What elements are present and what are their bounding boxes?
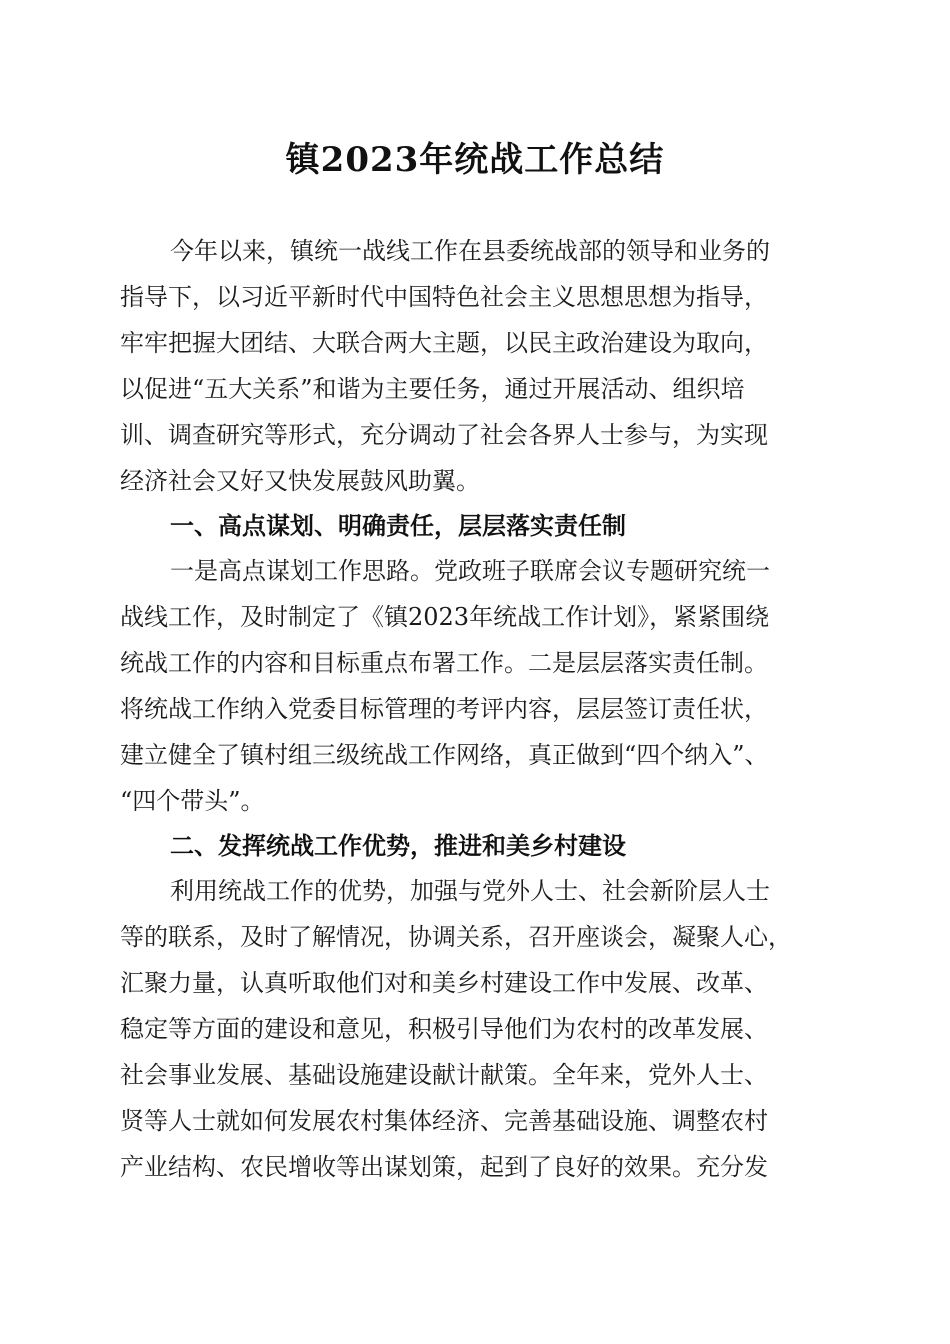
paragraph-line: 利用统战工作的优势，加强与党外人士、社会新阶层人士 [170, 877, 770, 905]
paragraph-line: 社会事业发展、基础设施建设献计献策。全年来，党外人士、 [120, 1061, 768, 1089]
paragraph-line: 稳定等方面的建设和意见，积极引导他们为农村的改革发展、 [120, 1015, 768, 1043]
paragraph-line: 以促进“五大关系”和谐为主要任务，通过开展活动、组织培 [120, 375, 745, 403]
section-heading-2: 二、发挥统战工作优势，推进和美乡村建设 [170, 832, 626, 860]
paragraph-line: 战线工作，及时制定了《镇2023年统战工作计划》，紧紧围绕 [120, 603, 770, 631]
paragraph-line: 将统战工作纳入党委目标管理的考评内容，层层签订责任状， [120, 695, 768, 723]
paragraph-line: 贤等人士就如何发展农村集体经济、完善基础设施、调整农村 [120, 1107, 768, 1135]
paragraph-line: 产业结构、农民增收等出谋划策，起到了良好的效果。充分发 [120, 1153, 768, 1181]
paragraph-line: 牢牢把握大团结、大联合两大主题，以民主政治建设为取向， [120, 329, 768, 357]
paragraph-line: 训、调查研究等形式，充分调动了社会各界人士参与，为实现 [120, 421, 768, 449]
paragraph-line: 建立健全了镇村组三级统战工作网络，真正做到“四个纳入”、 [120, 741, 769, 769]
paragraph-line: 统战工作的内容和目标重点布署工作。二是层层落实责任制。 [120, 649, 768, 677]
section-heading-1: 一、高点谋划、明确责任，层层落实责任制 [170, 512, 626, 540]
paragraph-line: 一是高点谋划工作思路。党政班子联席会议专题研究统一 [170, 557, 770, 585]
paragraph-line: 指导下，以习近平新时代中国特色社会主义思想思想为指导， [120, 283, 768, 311]
paragraph-line: 汇聚力量，认真听取他们对和美乡村建设工作中发展、改革、 [120, 969, 768, 997]
document-title: 镇2023年统战工作总结 [285, 140, 665, 180]
paragraph-line: “四个带头”。 [120, 787, 265, 815]
paragraph-line: 等的联系，及时了解情况，协调关系，召开座谈会，凝聚人心， [120, 923, 792, 951]
paragraph-line: 经济社会又好又快发展鼓风助翼。 [120, 467, 480, 495]
paragraph-line: 今年以来，镇统一战线工作在县委统战部的领导和业务的 [170, 237, 770, 265]
